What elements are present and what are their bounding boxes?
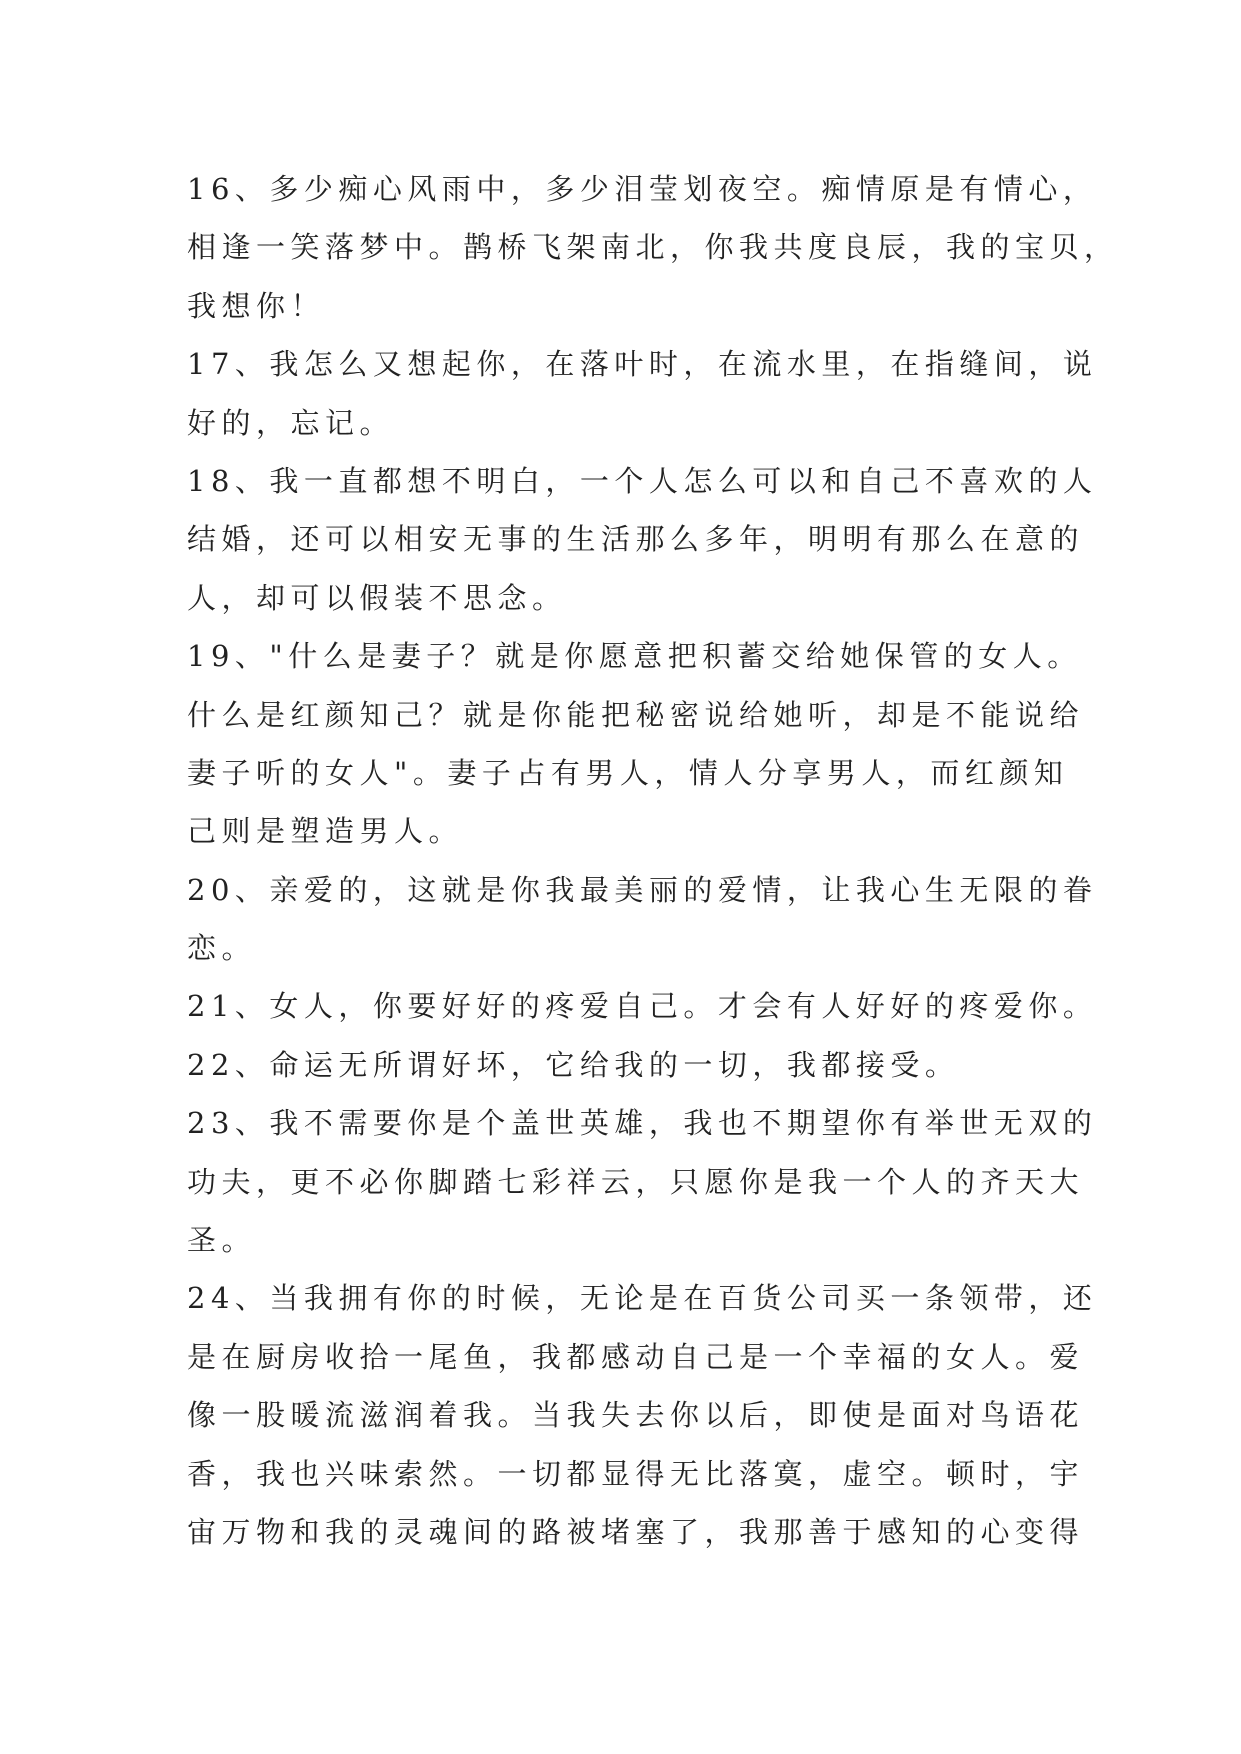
text-line: 香，我也兴味索然。一切都显得无比落寞，虚空。顿时，宇 <box>187 1456 1085 1491</box>
text-line: 妻子听的女人"。妻子占有男人，情人分享男人，而红颜知 <box>187 755 1069 790</box>
document-body <box>187 160 1119 1561</box>
text-line: 23、我不需要你是个盖世英雄，我也不期望你有举世无双的 <box>187 1106 1098 1141</box>
paragraph-23 <box>187 1094 1098 1269</box>
text-line: 好的，忘记。 <box>187 405 395 440</box>
text-line: 24、当我拥有你的时候，无论是在百货公司买一条领带，还 <box>187 1281 1098 1316</box>
text-line: 我想你！ <box>187 288 326 323</box>
text-line: 结婚，还可以相安无事的生活那么多年，明明有那么在意的 <box>187 522 1085 557</box>
paragraph-19 <box>187 627 1085 861</box>
paragraph-24 <box>187 1269 1098 1561</box>
paragraph-17 <box>187 335 1098 452</box>
text-line: 己则是塑造男人。 <box>187 814 464 849</box>
text-line: 22、命运无所谓好坏，它给我的一切，我都接受。 <box>187 1047 960 1082</box>
text-line: 17、我怎么又想起你，在落叶时，在流水里，在指缝间，说 <box>187 347 1098 382</box>
text-line: 相逢一笑落梦中。鹊桥飞架南北，你我共度良辰，我的宝贝， <box>187 230 1119 265</box>
text-line: 19、"什么是妻子？就是你愿意把积蓄交给她保管的女人。 <box>187 639 1082 674</box>
paragraph-21 <box>187 977 1098 1035</box>
paragraph-18 <box>187 452 1098 627</box>
text-line: 16、多少痴心风雨中，多少泪莹划夜空。痴情原是有情心， <box>187 172 1098 206</box>
text-line: 18、我一直都想不明白，一个人怎么可以和自己不喜欢的人 <box>187 463 1098 498</box>
paragraph-22 <box>187 1036 1067 1094</box>
text-line: 21、女人，你要好好的疼爱自己。才会有人好好的疼爱你。 <box>187 989 1098 1024</box>
text-line: 功夫，更不必你脚踏七彩祥云，只愿你是我一个人的齐天大 <box>187 1164 1085 1199</box>
text-line: 像一股暖流滋润着我。当我失去你以后，即使是面对鸟语花 <box>187 1398 1085 1433</box>
text-line: 什么是红颜知己？就是你能把秘密说给她听，却是不能说给 <box>187 697 1085 732</box>
paragraph-16 <box>187 160 1119 335</box>
text-line: 20、亲爱的，这就是你我最美丽的爱情，让我心生无限的眷 <box>187 872 1098 907</box>
paragraph-20 <box>187 861 1098 978</box>
text-line: 是在厨房收拾一尾鱼，我都感动自己是一个幸福的女人。爱 <box>187 1339 1085 1374</box>
text-line: 圣。 <box>187 1223 257 1258</box>
text-line: 宙万物和我的灵魂间的路被堵塞了，我那善于感知的心变得 <box>187 1514 1085 1549</box>
text-line: 恋。 <box>187 931 257 966</box>
text-line: 人，却可以假装不思念。 <box>187 580 567 615</box>
